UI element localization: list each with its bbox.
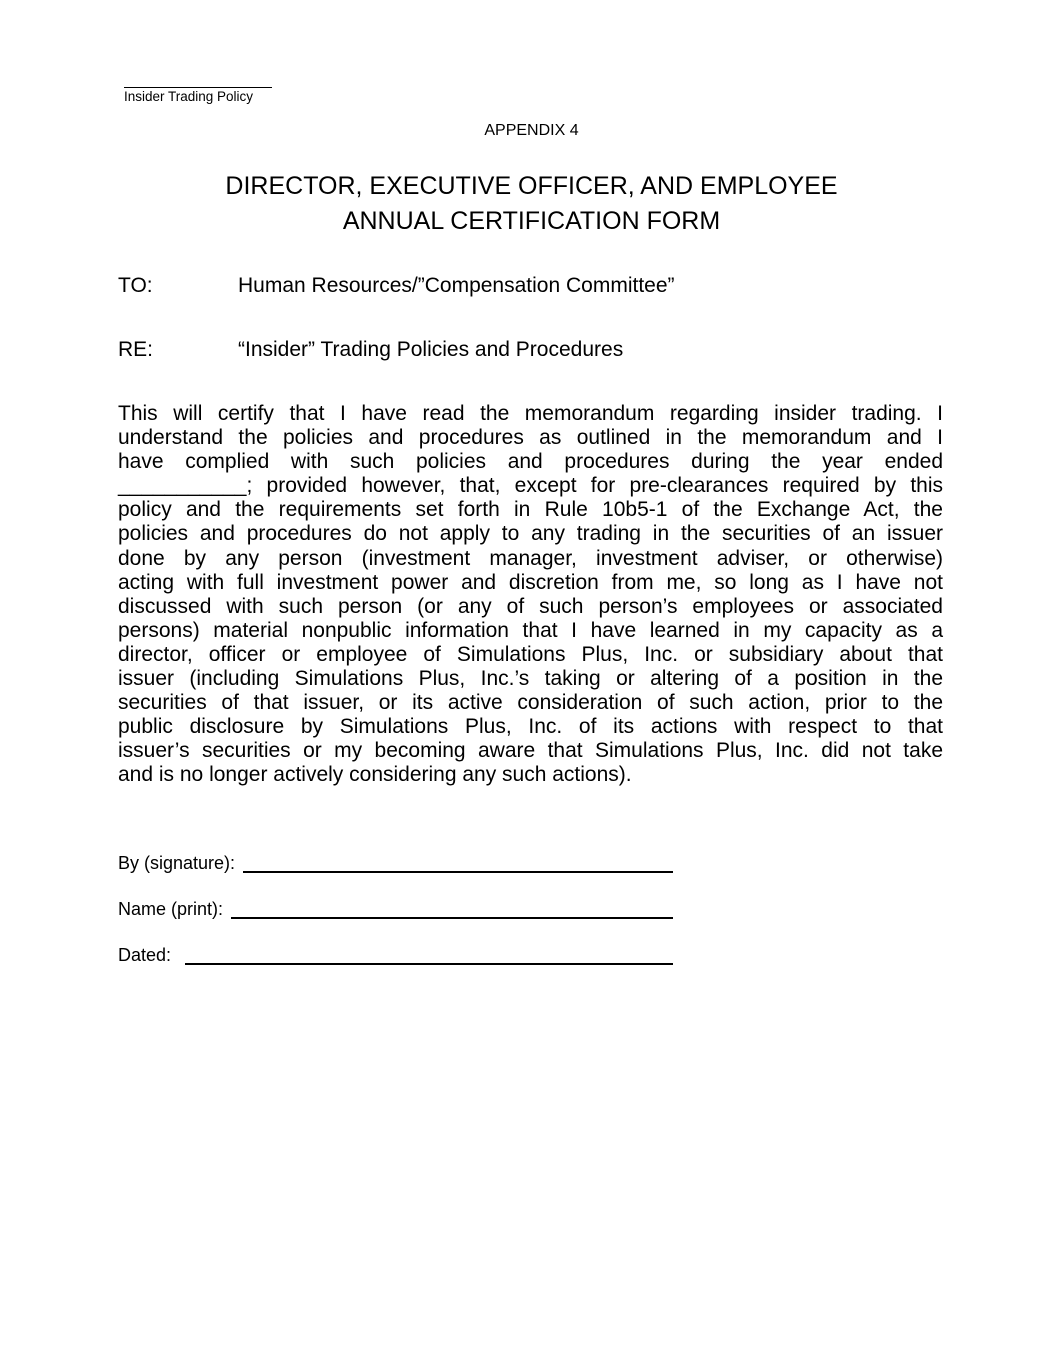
dated-row [118, 944, 673, 966]
appendix-label: APPENDIX 4 [484, 122, 579, 139]
to-value: Human Resources/”Compensation Committee” [238, 274, 675, 297]
paragraph-line: director, officer or employee of Simulations Plus, Inc. or subsidiary about that [118, 642, 943, 666]
dated-line[interactable] [185, 945, 673, 965]
paragraph-line: ___________; provided however, that, except for pre-clearances required by this [118, 474, 943, 498]
certification-paragraph [118, 402, 943, 788]
name-print-line[interactable] [231, 899, 673, 919]
paragraph-line: discussed with such person (or any of such person’s employees or associated [118, 594, 943, 618]
to-field [118, 273, 675, 299]
form-title-line-1: DIRECTOR, EXECUTIVE OFFICER, AND EMPLOYEE [225, 172, 838, 200]
paragraph-line: issuer (including Simulations Plus, Inc.’s taking or altering of a position in the [118, 667, 943, 691]
form-title [0, 169, 1055, 239]
paragraph-line: public disclosure by Simulations Plus, Inc. of its actions with respect to that [118, 715, 943, 739]
paragraph-line: and is no longer actively considering any such actions). [118, 763, 632, 787]
signature-line[interactable] [243, 853, 673, 873]
re-label: RE: [118, 338, 154, 361]
paragraph-line: policies and procedures do not apply to any trading in the securities of an issuer [118, 522, 943, 546]
paragraph-line: done by any person (investment manager, investment adviser, or otherwise) [118, 546, 943, 570]
paragraph-line: persons) material nonpublic information that I have learned in my capacity as a [118, 618, 943, 642]
paragraph-line: policy and the requirements set forth in Rule 10b5-1 of the Exchange Act, the [118, 498, 943, 522]
re-value: “Insider” Trading Policies and Procedures [238, 338, 624, 361]
re-field [118, 337, 623, 363]
signature-row [118, 852, 673, 874]
paragraph-line: have complied with such policies and procedures during the year ended [118, 450, 943, 474]
name-print-label: Name (print): [118, 899, 224, 919]
paragraph-line: understand the policies and procedures as outlined in the memorandum and I [118, 426, 943, 450]
form-title-line-2: ANNUAL CERTIFICATION FORM [342, 207, 721, 235]
name-print-row [118, 898, 673, 920]
paragraph-line: issuer’s securities or my becoming aware that Simulations Plus, Inc. did not take [118, 739, 943, 763]
to-label: TO: [118, 274, 153, 297]
paragraph-line: securities of that issuer, or its active consideration of such action, prior to the [118, 691, 943, 715]
dated-label: Dated: [118, 945, 172, 965]
paragraph-line: This will certify that I have read the memorandum regarding insider trading. I [118, 402, 943, 425]
paragraph-line: acting with full investment power and discretion from me, so long as I have not [118, 570, 943, 594]
header-rule [124, 87, 272, 88]
signature-label: By (signature): [118, 853, 236, 873]
running-header: Insider Trading Policy [124, 89, 254, 104]
